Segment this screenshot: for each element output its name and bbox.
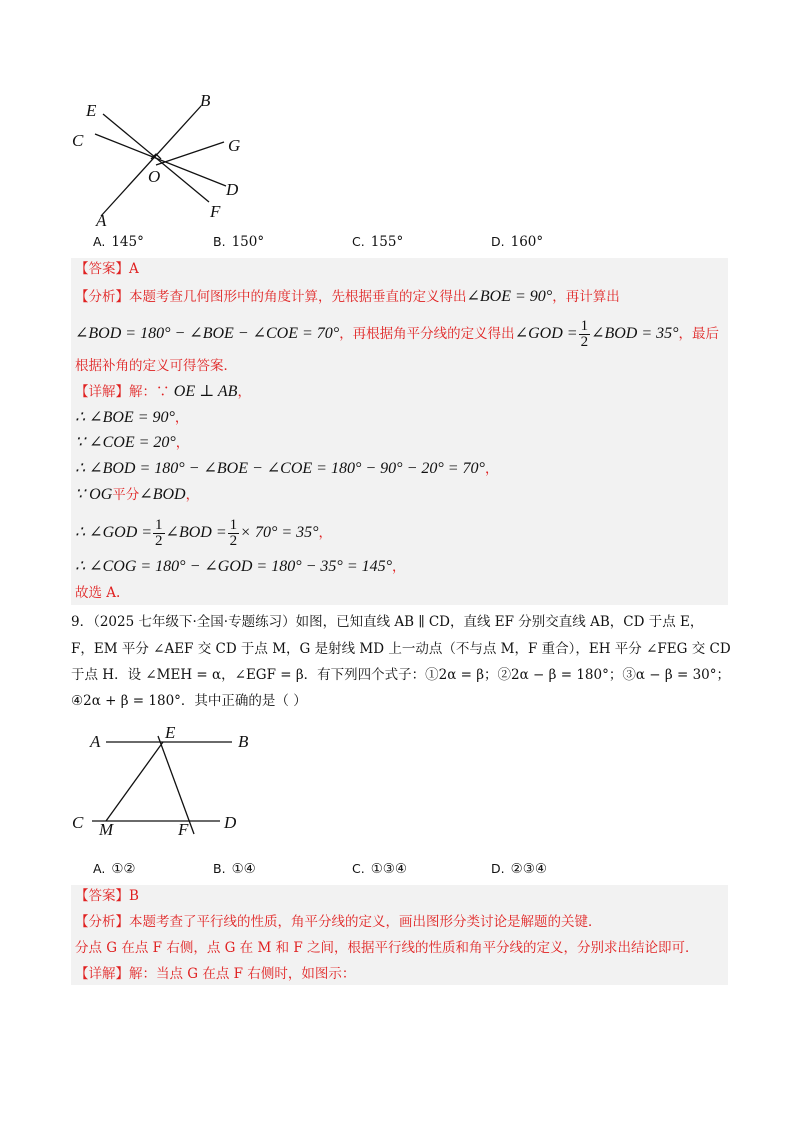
q8-choice-a[interactable]: A. 145°	[93, 234, 144, 250]
q8-choice-d[interactable]: D. 160°	[491, 234, 544, 250]
q8-choices	[93, 234, 653, 256]
figure-parallel-lines	[70, 722, 250, 842]
q9-choice-a[interactable]: A. ①②	[93, 861, 136, 877]
label-D: D	[226, 180, 239, 199]
label-A: A	[90, 732, 101, 751]
q8-choice-b[interactable]: B. 150°	[213, 234, 265, 250]
q9-choice-d[interactable]: D. ②③④	[491, 861, 547, 877]
label-C: C	[72, 131, 84, 150]
q9-detail-line1: 【详解】解：当点 G 在点 F 右侧时，如图示：	[75, 966, 356, 982]
q8-detail-line1: 【详解】解：∵ OE ⊥ AB，	[75, 383, 251, 400]
q9-choice-b[interactable]: B. ①④	[213, 861, 256, 877]
q9-choice-c[interactable]: C. ①③④	[352, 861, 408, 877]
q9-choices	[93, 861, 653, 883]
figure-angles	[70, 88, 280, 233]
q9-analysis-line1: 【分析】本题考查了平行线的性质，角平分线的定义，画出图形分类讨论是解题的关键．	[75, 914, 602, 930]
fraction-half: $\frac{1}{2}$	[155, 517, 163, 549]
fraction-half: $\frac{1}{2}$	[580, 318, 589, 350]
line-EF	[103, 114, 209, 202]
q9-analysis-line2: 分点 G 在点 F 右侧，点 G 在 M 和 F 之间，根据平行线的性质和角平分线的定义，分别求出结论即可．	[75, 940, 699, 956]
q8-answer: A	[129, 261, 139, 277]
q8-solution-box	[71, 258, 728, 605]
label-B: B	[238, 732, 249, 751]
label-F: F	[210, 202, 221, 221]
q9-answer: B	[129, 888, 139, 904]
q8-analysis-line3: 根据补角的定义可得答案．	[75, 358, 237, 374]
q8-answer-line: 【答案】A	[75, 261, 139, 277]
q9-answer-line: 【答案】B	[75, 888, 139, 904]
label-B: B	[200, 91, 211, 110]
label-O: O	[148, 167, 161, 186]
label-F: F	[178, 820, 189, 839]
label-G: G	[228, 136, 241, 155]
q8-detail-line7: ∴ ∠COG = 180° − ∠GOD = 180° − 35° = 145°，	[75, 558, 406, 575]
label-E: E	[86, 101, 97, 120]
q8-detail-line2: ∴ ∠BOE = 90°，	[75, 409, 189, 426]
q8-analysis-line1: 【分析】本题考查几何图形中的角度计算，先根据垂直的定义得出∠BOE = 90°，再计算出	[75, 288, 620, 305]
label-A: A	[96, 211, 107, 230]
q8-detail-line3: ∵ ∠COE = 20°，	[75, 434, 190, 451]
label-M: M	[99, 820, 114, 839]
ray-OG	[156, 142, 224, 165]
label-C: C	[72, 813, 84, 832]
label-D: D	[224, 813, 237, 832]
q9-stem-line1: 9．（2025 七年级下·全国·专题练习）如图，已知直线 AB ∥ CD，直线 EF 分别交直线 AB，CD 于点 E，	[71, 614, 704, 630]
line-CD	[95, 134, 226, 186]
q9-stem-line4: ④2α + β = 180°．其中正确的是（ ）	[71, 693, 307, 709]
q9-solution-box	[71, 885, 728, 985]
q8-detail-line4: ∴ ∠BOD = 180° − ∠BOE − ∠COE = 180° − 90° − 20° = 70°，	[75, 460, 499, 477]
q8-choice-c[interactable]: C. 155°	[352, 234, 404, 250]
q8-detail-line6: ∴ ∠GOD = $\frac{1}{2}$ ∠BOD = $\frac{1}{2}$ × 70° = 35°，	[75, 517, 333, 549]
q9-stem-line3: 于点 H．设 ∠MEH = α，∠EGF = β．有下列四个式子：①2α = β；②2α − β = 180°；③α − β = 30°；	[71, 667, 731, 683]
q8-detail-conclusion: 故选 A.	[75, 585, 121, 601]
q8-detail-line5: ∵ OG平分∠BOD，	[75, 486, 200, 503]
line-AB	[101, 106, 201, 216]
fraction-half: $\frac{1}{2}$	[229, 517, 238, 549]
label-E: E	[165, 723, 176, 742]
line-EF	[158, 736, 194, 834]
q9-stem-line2: F，EM 平分 ∠AEF 交 CD 于点 M，G 是射线 MD 上一动点（不与点 M，F 重合），EH 平分 ∠FEG 交 CD	[71, 641, 731, 657]
q8-analysis-line2: ∠BOD = 180° − ∠BOE − ∠COE = 70°，再根据角平分线的定义得出∠GOD = $\frac{1}{2}$ ∠BOD = 35°，最后	[75, 318, 720, 350]
line-EM	[106, 742, 163, 821]
